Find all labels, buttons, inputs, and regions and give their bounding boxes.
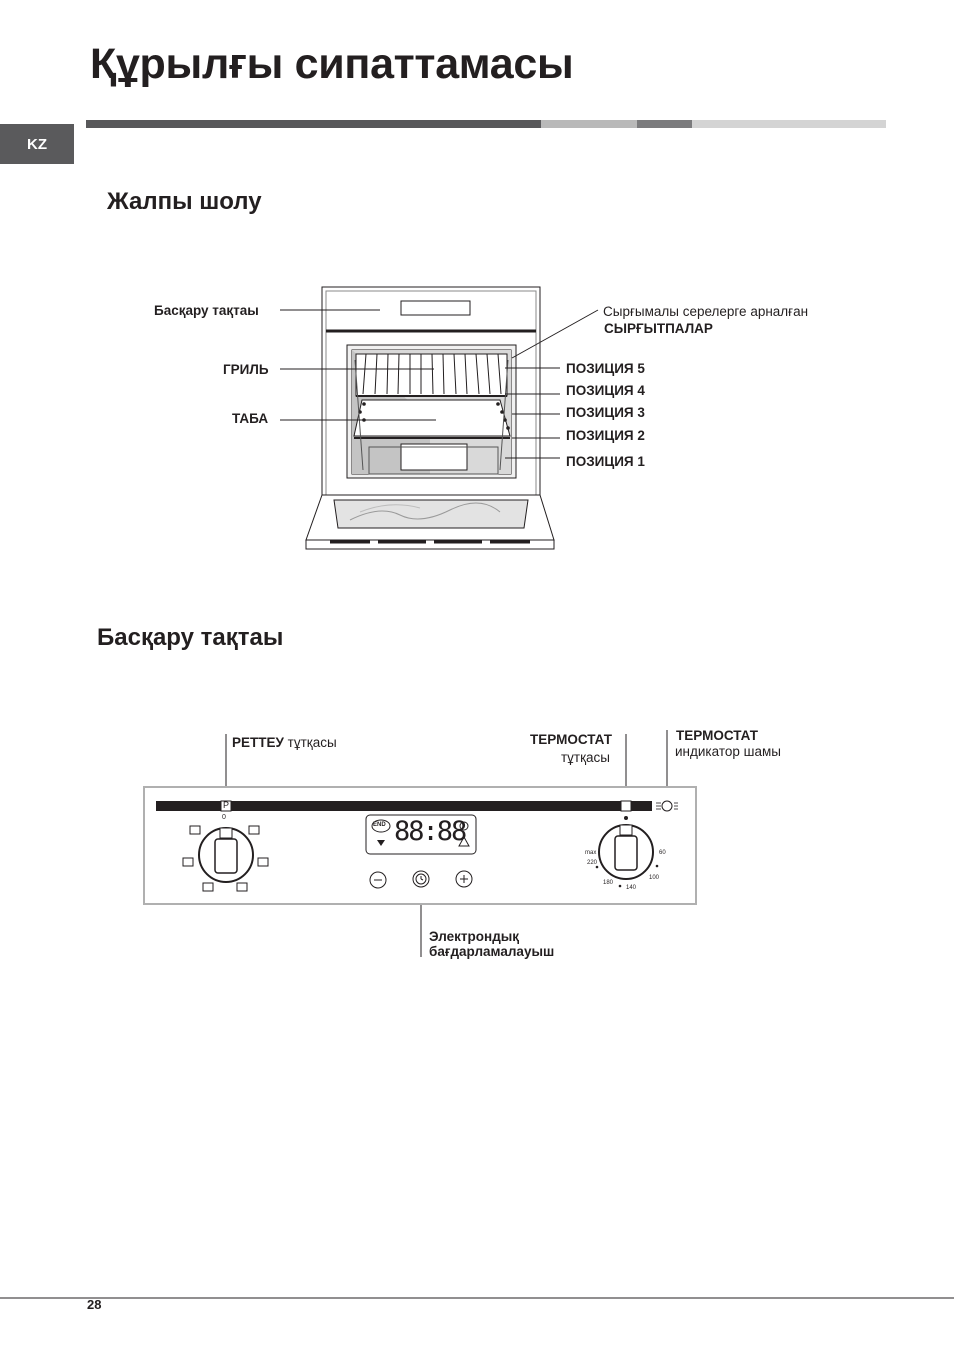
page-title: Құрылғы сипаттамасы: [90, 40, 574, 88]
label-thermostat-knob-bold: ТЕРМОСТАТ: [530, 732, 612, 747]
page-number: 28: [87, 1297, 102, 1312]
label-programmer-line1: Электрондық: [429, 929, 520, 944]
thermo-scale-220: 220: [587, 860, 598, 866]
label-position-4: ПОЗИЦИЯ 4: [566, 383, 645, 398]
label-rails-line2: СЫРҒЫТПАЛАР: [604, 321, 713, 336]
label-thermostat-knob-rest: тұтқасы: [561, 750, 610, 765]
label-grill: ГРИЛЬ: [223, 362, 269, 377]
label-position-3: ПОЗИЦИЯ 3: [566, 405, 645, 420]
thermo-scale-140: 140: [626, 885, 637, 891]
label-programmer-line2: бағдарламалауыш: [429, 944, 555, 959]
label-position-2: ПОЗИЦИЯ 2: [566, 428, 645, 443]
label-position-5: ПОЗИЦИЯ 5: [566, 361, 645, 376]
section-heading-control-panel: Басқару тақтаы: [97, 624, 284, 651]
label-selector-bold: РЕТТЕУ: [232, 735, 284, 750]
thermo-scale-180: 180: [603, 880, 614, 886]
label-control-panel: Басқару тақтаы: [154, 303, 259, 318]
thermo-scale-max: max: [585, 850, 597, 856]
label-position-1: ПОЗИЦИЯ 1: [566, 454, 645, 469]
label-selector-rest: тұтқасы: [287, 735, 337, 750]
display-digits: 88:88: [394, 816, 466, 847]
thermo-scale-60: 60: [659, 850, 666, 856]
label-thermostat-lamp-rest: индикатор шамы: [675, 744, 781, 759]
label-rails-line1: Сырғымалы серелерге арналған: [603, 304, 809, 319]
language-tab: KZ: [0, 124, 74, 164]
label-thermostat-lamp-bold: ТЕРМОСТАТ: [676, 728, 758, 743]
selector-zero-mark: 0: [222, 814, 226, 821]
section-heading-overview: Жалпы шолу: [107, 188, 262, 215]
display-end-label: END: [373, 822, 386, 828]
panel-p-symbol: P: [222, 800, 229, 810]
label-tray: ТАБА: [232, 411, 269, 426]
thermo-scale-100: 100: [649, 875, 660, 881]
